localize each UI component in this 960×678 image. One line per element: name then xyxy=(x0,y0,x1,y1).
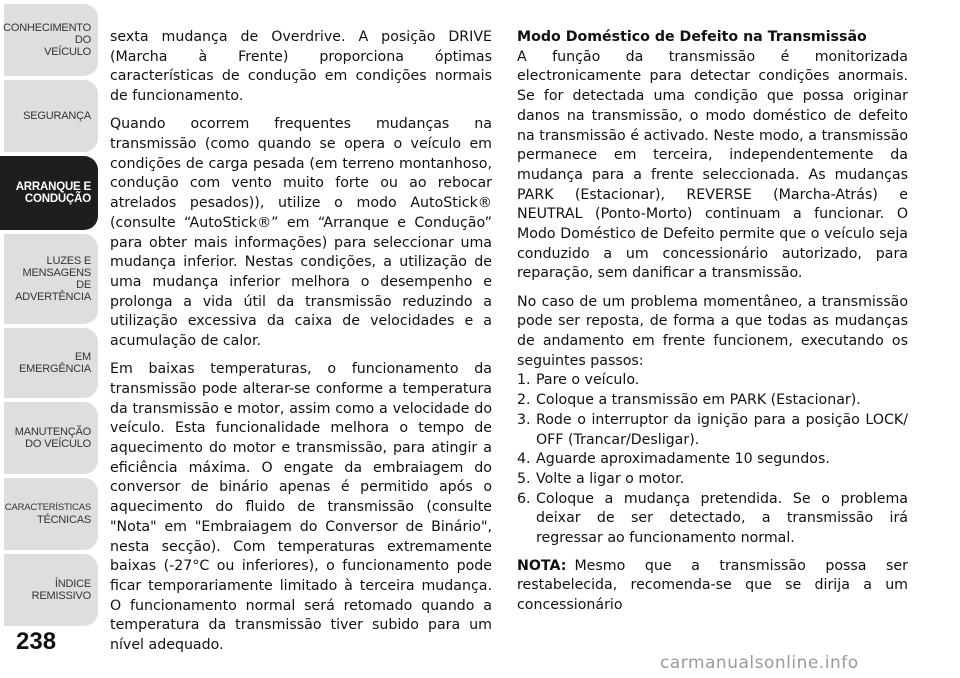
list-item xyxy=(517,371,908,391)
step-number: 1. xyxy=(517,372,531,389)
tab-label: CONHECIMENTO xyxy=(3,22,91,34)
tab-seguranca[interactable] xyxy=(4,80,98,152)
step-number: 6. xyxy=(517,490,531,507)
tab-label: ADVERTÊNCIA xyxy=(15,291,91,303)
paragraph: Em baixas temperaturas, o funcionamento da transmissão pode alterar-se conforme a temperatura da transmissão e motor, assim como a velocidade do veículo. Esta funcionalidade melhora o tempo de aquecimento do motor e transmissão, para atingir a eficiência máxima. O engate da embraiagem do conversor de binário apenas é permitido após o aquecimento do fluido de transmissão (consulte "Nota" em "Embraiagem do Conversor de Binário", nesta secção). Com temperaturas extremamente baixas (-27°C ou inferiores), o funcionamento pode ficar temporariamente limitado à terceira mudança. O funcionamento normal será retomado quando a temperatura da transmissão tiver subido para um nível adequado. xyxy=(110,361,492,654)
paragraph: sexta mudança de Overdrive. A posição DRIVE (Marcha à Frente) proporciona óptimas características de condução em condições normais de funcionamento. xyxy=(110,29,492,105)
paragraph: Quando ocorrem frequentes mudanças na transmissão (como quando se opera o veículo em condições de carga pesada (em terreno montanhoso, condução com vento muito forte ou ao rebocar atrelados pesados)), utilize o modo AutoStick® (consulte “AutoStick®” em “Arranque e Condução” para obter mais informações) para seleccionar uma mudança inferior. Nestas condições, a utilização de uma mudança inferior melhora o desempenho e prolonga a vida útil da transmissão reduzindo a utilização excessiva da caixa de velocidades e a acumulação de calor. xyxy=(110,116,492,350)
paragraph: A função da transmissão é monitorizada electronicamente para detectar condições anormais. Se for detectada uma condição que possa originar danos na transmissão, o modo doméstico de defeito na transmissão é activado. Neste modo, a transmissão permanece em terceira, independentemente da mudança para a frente seleccionada. As mudanças PARK (Estacionar), REVERSE (Marcha-Atrás) e NEUTRAL (Ponto-Morto) continuam a funcionar. O Modo Doméstico de Defeito permite que o veículo seja conduzido a um concessionário autorizado, para reparação, sem danificar a transmissão. xyxy=(517,48,908,282)
list-item xyxy=(517,450,908,470)
tab-label: EM xyxy=(74,351,91,363)
tab-manutencao-do-veiculo[interactable] xyxy=(4,402,98,474)
tab-label: ARRANQUE E xyxy=(15,181,91,193)
tab-label: DO VEÍCULO xyxy=(25,438,91,450)
tab-arranque-e-conducao[interactable] xyxy=(4,156,98,230)
tab-label: CARACTERÍSTICAS xyxy=(4,502,91,513)
section-heading: Modo Doméstico de Defeito na Transmissão xyxy=(517,29,867,45)
step-text: Pare o veículo. xyxy=(536,372,640,389)
step-number: 4. xyxy=(517,451,531,468)
tab-label: DO xyxy=(74,34,91,46)
list-item xyxy=(517,391,908,411)
tab-conhecimento-do-veiculo[interactable] xyxy=(4,4,98,76)
step-text: Volte a ligar o motor. xyxy=(536,470,685,487)
step-number: 3. xyxy=(517,411,531,428)
tab-label: CONDUÇÃO xyxy=(24,193,91,205)
step-number: 5. xyxy=(517,470,531,487)
tab-caracteristicas-tecnicas[interactable] xyxy=(4,478,98,550)
tab-indice-remissivo[interactable] xyxy=(4,554,98,626)
tab-label: MANUTENÇÃO xyxy=(14,426,91,438)
list-item xyxy=(517,411,908,450)
step-text: Aguarde aproximadamente 10 segundos. xyxy=(536,451,830,468)
right-column xyxy=(517,28,908,624)
note-paragraph xyxy=(517,557,908,616)
tab-label: SEGURANÇA xyxy=(23,110,91,122)
tab-label: MENSAGENS xyxy=(22,267,91,279)
note-text: Mesmo que a transmissão possa ser restabelecida, recomenda-se que se dirija a um concessionário xyxy=(517,557,908,614)
tab-label: LUZES E xyxy=(46,255,91,267)
steps-list xyxy=(517,371,908,548)
note-label: NOTA: xyxy=(517,557,567,574)
step-number: 2. xyxy=(517,392,531,409)
left-column xyxy=(110,28,492,664)
step-text: Rode o interruptor da ignição para a posição LOCK/ OFF (Trancar/Desligar). xyxy=(536,411,908,448)
step-text: Coloque a transmissão em PARK (Estacionar). xyxy=(536,392,861,409)
list-item xyxy=(517,490,908,549)
tab-label: ÍNDICE xyxy=(54,578,91,590)
tab-label: EMERGÊNCIA xyxy=(19,363,91,375)
list-item xyxy=(517,470,908,490)
tab-label: TÉCNICAS xyxy=(36,514,91,526)
step-text: Coloque a mudança pretendida. Se o problema deixar de ser detectado, a transmissão irá regressar ao funcionamento normal. xyxy=(536,490,908,547)
watermark: carmanualsonline.info xyxy=(660,653,859,673)
tab-label: VEÍCULO xyxy=(44,46,91,58)
page-number: 238 xyxy=(16,628,57,655)
tab-label: DE xyxy=(76,279,91,291)
tab-label: REMISSIVO xyxy=(31,590,91,602)
section-sidebar xyxy=(0,0,100,620)
paragraph: No caso de um problema momentâneo, a transmissão pode ser reposta, de forma a que todas as mudanças de andamento em frente funcionem, executando os seguintes passos: xyxy=(517,293,908,369)
tab-em-emergencia[interactable] xyxy=(4,328,98,398)
tab-luzes-e-mensagens[interactable] xyxy=(4,234,98,324)
